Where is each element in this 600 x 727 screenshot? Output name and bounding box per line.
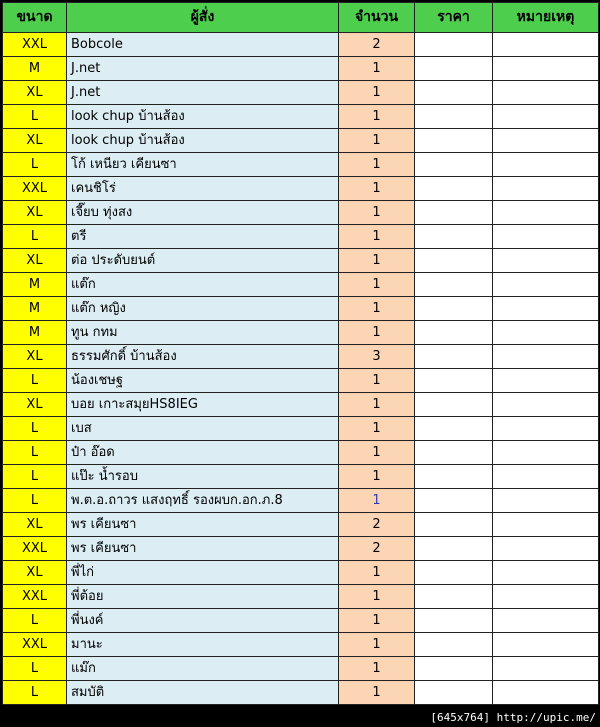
- order-table: [2, 2, 599, 705]
- table-row: [3, 129, 599, 153]
- size-cell[interactable]: M: [3, 57, 67, 81]
- price-cell[interactable]: [415, 441, 493, 465]
- note-cell[interactable]: [493, 537, 599, 561]
- price-cell[interactable]: [415, 465, 493, 489]
- orderer-cell[interactable]: แป๊ะ น้ำรอบ: [67, 465, 339, 489]
- quantity-cell[interactable]: 1: [339, 105, 415, 129]
- table-row: [3, 561, 599, 585]
- quantity-cell[interactable]: 1: [339, 417, 415, 441]
- quantity-cell[interactable]: 1: [339, 633, 415, 657]
- table-row: [3, 273, 599, 297]
- size-cell[interactable]: XL: [3, 345, 67, 369]
- quantity-cell[interactable]: 1: [339, 201, 415, 225]
- quantity-cell[interactable]: 1: [339, 585, 415, 609]
- orderer-cell[interactable]: ต่อ ประดับยนต์: [67, 249, 339, 273]
- table-row: [3, 393, 599, 417]
- price-cell[interactable]: [415, 249, 493, 273]
- orderer-cell[interactable]: น้องเชษฐ: [67, 369, 339, 393]
- price-cell[interactable]: [415, 489, 493, 513]
- note-cell[interactable]: [493, 33, 599, 57]
- note-cell[interactable]: [493, 393, 599, 417]
- note-cell[interactable]: [493, 489, 599, 513]
- orderer-cell[interactable]: แต๊ก: [67, 273, 339, 297]
- orderer-cell[interactable]: พ.ต.อ.ถาวร แสงฤทธิ์ รองผบก.อก.ภ.8: [67, 489, 339, 513]
- note-cell[interactable]: [493, 81, 599, 105]
- size-cell[interactable]: M: [3, 321, 67, 345]
- note-cell[interactable]: [493, 561, 599, 585]
- size-cell[interactable]: XL: [3, 393, 67, 417]
- price-cell[interactable]: [415, 561, 493, 585]
- quantity-cell[interactable]: 1: [339, 441, 415, 465]
- size-cell[interactable]: XXL: [3, 177, 67, 201]
- size-cell[interactable]: XL: [3, 249, 67, 273]
- price-cell[interactable]: [415, 321, 493, 345]
- table-row: [3, 441, 599, 465]
- price-cell[interactable]: [415, 513, 493, 537]
- note-cell[interactable]: [493, 369, 599, 393]
- quantity-cell[interactable]: 1: [339, 297, 415, 321]
- header-quantity[interactable]: จำนวน: [339, 3, 415, 33]
- table-row: [3, 177, 599, 201]
- size-cell[interactable]: XXL: [3, 537, 67, 561]
- note-cell[interactable]: [493, 441, 599, 465]
- table-row: [3, 321, 599, 345]
- note-cell[interactable]: [493, 417, 599, 441]
- size-cell[interactable]: XXL: [3, 33, 67, 57]
- watermark: [645x764] http://upic.me/: [430, 711, 596, 724]
- table-row: [3, 465, 599, 489]
- table-row: [3, 585, 599, 609]
- note-cell[interactable]: [493, 249, 599, 273]
- note-cell[interactable]: [493, 57, 599, 81]
- price-cell[interactable]: [415, 585, 493, 609]
- orderer-cell[interactable]: โก้ เหนียว เคียนซา: [67, 153, 339, 177]
- quantity-cell[interactable]: 1: [339, 129, 415, 153]
- quantity-cell[interactable]: 1: [339, 273, 415, 297]
- price-cell[interactable]: [415, 177, 493, 201]
- table-row: [3, 201, 599, 225]
- size-cell[interactable]: XL: [3, 201, 67, 225]
- note-cell[interactable]: [493, 129, 599, 153]
- size-cell[interactable]: XL: [3, 561, 67, 585]
- quantity-cell[interactable]: 1: [339, 153, 415, 177]
- note-cell[interactable]: [493, 633, 599, 657]
- note-cell[interactable]: [493, 321, 599, 345]
- table-row: [3, 681, 599, 705]
- note-cell[interactable]: [493, 201, 599, 225]
- quantity-cell[interactable]: 1: [339, 81, 415, 105]
- size-cell[interactable]: L: [3, 105, 67, 129]
- orderer-cell[interactable]: Bobcole: [67, 33, 339, 57]
- quantity-cell[interactable]: 2: [339, 513, 415, 537]
- price-cell[interactable]: [415, 273, 493, 297]
- size-cell[interactable]: XL: [3, 513, 67, 537]
- quantity-cell[interactable]: 1: [339, 369, 415, 393]
- header-price[interactable]: ราคา: [415, 3, 493, 33]
- size-cell[interactable]: L: [3, 225, 67, 249]
- size-cell[interactable]: XL: [3, 81, 67, 105]
- table-row: [3, 417, 599, 441]
- orderer-cell[interactable]: J.net: [67, 57, 339, 81]
- note-cell[interactable]: [493, 657, 599, 681]
- table-row: [3, 57, 599, 81]
- orderer-cell[interactable]: look chup บ้านส้อง: [67, 105, 339, 129]
- quantity-cell[interactable]: 1: [339, 225, 415, 249]
- quantity-cell[interactable]: 1: [339, 177, 415, 201]
- orderer-cell[interactable]: พี่นงค์: [67, 609, 339, 633]
- quantity-cell[interactable]: 2: [339, 33, 415, 57]
- table-row: [3, 33, 599, 57]
- price-cell[interactable]: [415, 393, 493, 417]
- note-cell[interactable]: [493, 105, 599, 129]
- orderer-cell[interactable]: เคนชิโร่: [67, 177, 339, 201]
- orderer-cell[interactable]: ทูน กทม: [67, 321, 339, 345]
- price-cell[interactable]: [415, 33, 493, 57]
- quantity-cell[interactable]: 1: [339, 681, 415, 705]
- size-cell[interactable]: L: [3, 369, 67, 393]
- note-cell[interactable]: [493, 345, 599, 369]
- quantity-cell[interactable]: 3: [339, 345, 415, 369]
- orderer-cell[interactable]: เจี๊ยบ ทุ่งสง: [67, 201, 339, 225]
- price-cell[interactable]: [415, 105, 493, 129]
- note-cell[interactable]: [493, 609, 599, 633]
- size-cell[interactable]: L: [3, 465, 67, 489]
- orderer-cell[interactable]: พี่ไก่: [67, 561, 339, 585]
- orderer-cell[interactable]: แต๊ก หญิง: [67, 297, 339, 321]
- note-cell[interactable]: [493, 273, 599, 297]
- orderer-cell[interactable]: J.net: [67, 81, 339, 105]
- header-size[interactable]: ขนาด: [3, 3, 67, 33]
- orderer-cell[interactable]: พร เคียนซา: [67, 537, 339, 561]
- quantity-cell[interactable]: 1: [339, 489, 415, 513]
- price-cell[interactable]: [415, 57, 493, 81]
- header-orderer[interactable]: ผู้สั่ง: [67, 3, 339, 33]
- size-cell[interactable]: M: [3, 297, 67, 321]
- orderer-cell[interactable]: เบส: [67, 417, 339, 441]
- table-row: [3, 489, 599, 513]
- table-row: [3, 297, 599, 321]
- orderer-cell[interactable]: look chup บ้านส้อง: [67, 129, 339, 153]
- note-cell[interactable]: [493, 513, 599, 537]
- note-cell[interactable]: [493, 153, 599, 177]
- orderer-cell[interactable]: บอย เกาะสมุยHS8IEG: [67, 393, 339, 417]
- size-cell[interactable]: L: [3, 681, 67, 705]
- table-row: [3, 153, 599, 177]
- table-row: [3, 633, 599, 657]
- quantity-cell[interactable]: 1: [339, 561, 415, 585]
- quantity-cell[interactable]: 1: [339, 609, 415, 633]
- size-cell[interactable]: XXL: [3, 585, 67, 609]
- price-cell[interactable]: [415, 657, 493, 681]
- orderer-cell[interactable]: แม๊ก: [67, 657, 339, 681]
- header-row: [3, 3, 599, 33]
- size-cell[interactable]: L: [3, 609, 67, 633]
- price-cell[interactable]: [415, 537, 493, 561]
- size-cell[interactable]: XL: [3, 129, 67, 153]
- size-cell[interactable]: L: [3, 153, 67, 177]
- header-note[interactable]: หมายเหตุ: [493, 3, 599, 33]
- note-cell[interactable]: [493, 465, 599, 489]
- price-cell[interactable]: [415, 633, 493, 657]
- table-row: [3, 249, 599, 273]
- note-cell[interactable]: [493, 585, 599, 609]
- table-row: [3, 81, 599, 105]
- quantity-cell[interactable]: 1: [339, 393, 415, 417]
- price-cell[interactable]: [415, 369, 493, 393]
- orderer-cell[interactable]: พี่ต้อย: [67, 585, 339, 609]
- orderer-cell[interactable]: สมบัติ: [67, 681, 339, 705]
- orderer-cell[interactable]: พร เคียนซา: [67, 513, 339, 537]
- size-cell[interactable]: L: [3, 657, 67, 681]
- table-row: [3, 657, 599, 681]
- size-cell[interactable]: L: [3, 441, 67, 465]
- price-cell[interactable]: [415, 681, 493, 705]
- note-cell[interactable]: [493, 225, 599, 249]
- note-cell[interactable]: [493, 297, 599, 321]
- table-row: [3, 345, 599, 369]
- quantity-cell[interactable]: 1: [339, 657, 415, 681]
- price-cell[interactable]: [415, 609, 493, 633]
- table-row: [3, 369, 599, 393]
- price-cell[interactable]: [415, 417, 493, 441]
- price-cell[interactable]: [415, 297, 493, 321]
- size-cell[interactable]: L: [3, 417, 67, 441]
- size-cell[interactable]: M: [3, 273, 67, 297]
- quantity-cell[interactable]: 1: [339, 57, 415, 81]
- table-row: [3, 513, 599, 537]
- table-row: [3, 537, 599, 561]
- table-row: [3, 105, 599, 129]
- price-cell[interactable]: [415, 345, 493, 369]
- quantity-cell[interactable]: 2: [339, 537, 415, 561]
- table-row: [3, 609, 599, 633]
- note-cell[interactable]: [493, 681, 599, 705]
- size-cell[interactable]: XXL: [3, 633, 67, 657]
- price-cell[interactable]: [415, 225, 493, 249]
- orderer-cell[interactable]: มานะ: [67, 633, 339, 657]
- orderer-cell[interactable]: ตรี: [67, 225, 339, 249]
- note-cell[interactable]: [493, 177, 599, 201]
- table-row: [3, 225, 599, 249]
- orderer-cell[interactable]: ธรรมศักดิ์ บ้านส้อง: [67, 345, 339, 369]
- price-cell[interactable]: [415, 81, 493, 105]
- orderer-cell[interactable]: ป๋า อ๊อด: [67, 441, 339, 465]
- price-cell[interactable]: [415, 201, 493, 225]
- price-cell[interactable]: [415, 129, 493, 153]
- quantity-cell[interactable]: 1: [339, 321, 415, 345]
- quantity-cell[interactable]: 1: [339, 249, 415, 273]
- quantity-cell[interactable]: 1: [339, 465, 415, 489]
- size-cell[interactable]: L: [3, 489, 67, 513]
- price-cell[interactable]: [415, 153, 493, 177]
